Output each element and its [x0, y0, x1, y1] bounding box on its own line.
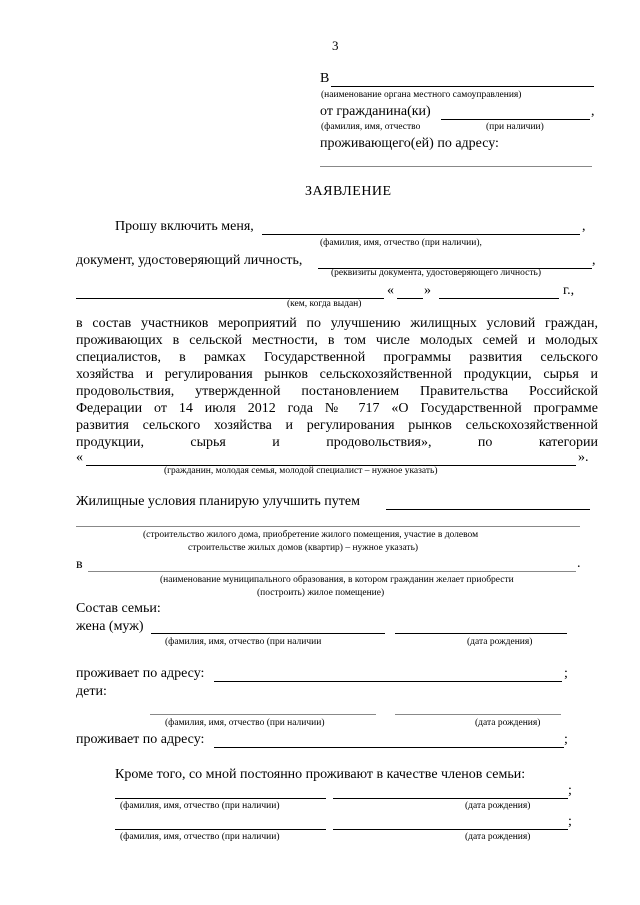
member1-birth-line[interactable] [333, 798, 568, 799]
spouse-label: жена (муж) [76, 619, 144, 634]
child-birth-line[interactable] [395, 714, 561, 715]
from-hint-fio: (фамилия, имя, отчество [321, 122, 421, 132]
member2-fio-line[interactable] [115, 829, 326, 830]
housing-hint-2: строительстве жилых домов (квартир) – нужное указать) [188, 543, 419, 553]
spouse-birth-line[interactable] [395, 633, 567, 634]
quote-close: » [424, 283, 431, 298]
from-field-line[interactable] [441, 119, 590, 120]
child-birth-hint: (дата рождения) [475, 718, 541, 728]
to-prefix: В [320, 71, 330, 86]
spouse-fio-line[interactable] [151, 633, 385, 634]
issued-month-line[interactable] [439, 298, 559, 299]
member1-semicolon: ; [568, 783, 572, 798]
spouse-birth-hint: (дата рождения) [467, 637, 533, 647]
category-close: ». [578, 450, 589, 465]
member2-semicolon: ; [568, 814, 572, 829]
municipality-hint-2: (построить) жилое помещение) [257, 588, 385, 598]
applicant-fio-line[interactable] [262, 234, 580, 235]
to-hint: (наименование органа местного самоуправления) [321, 90, 522, 100]
municipality-line[interactable] [88, 571, 576, 572]
issued-hint: (кем, когда выдан) [287, 299, 362, 309]
quote-open: « [387, 283, 394, 298]
doc-comma: , [592, 253, 596, 268]
housing-label: Жилищные условия планирую улучшить путем [76, 494, 360, 509]
body-line-3: специалистов, в рамках Государственной программы развития сельского [76, 350, 598, 365]
child-fio-line[interactable] [150, 714, 376, 715]
child-address-line[interactable] [214, 747, 564, 748]
spouse-fio-hint: (фамилия, имя, отчество (при наличии [165, 637, 322, 647]
spouse-address-label: проживает по адресу: [76, 666, 205, 681]
child-fio-hint: (фамилия, имя, отчество (при наличии) [165, 718, 325, 728]
children-label: дети: [76, 684, 107, 699]
address-label: проживающего(ей) по адресу: [320, 136, 499, 151]
housing-hint-1: (строительство жилого дома, приобретение жилого помещения, участие в долевом [143, 530, 479, 540]
municipality-hint-1: (наименование муниципального образования, в котором гражданин желает приобрести [160, 575, 514, 585]
category-hint: (гражданин, молодая семья, молодой специалист – нужное указать) [164, 466, 438, 476]
issued-day-line[interactable] [397, 298, 423, 299]
fio-comma: , [582, 219, 586, 234]
child-address-semicolon: ; [564, 732, 568, 747]
doc-hint: (реквизиты документа, удостоверяющего личность) [331, 268, 541, 278]
member1-fio-hint: (фамилия, имя, отчество (при наличии) [120, 801, 280, 811]
applicant-fio-hint: (фамилия, имя, отчество (при наличии), [320, 238, 482, 248]
from-label: от гражданина(ки) [320, 104, 431, 119]
year-suffix: г., [563, 283, 575, 298]
document-title: ЗАЯВЛЕНИЕ [305, 184, 392, 199]
housing-method-line[interactable] [386, 509, 590, 510]
member2-fio-hint: (фамилия, имя, отчество (при наличии) [120, 832, 280, 842]
municipality-dot: . [577, 556, 581, 571]
housing-method-line-2[interactable] [76, 526, 580, 527]
category-open: « [76, 450, 83, 465]
other-members-label: Кроме того, со мной постоянно проживают в качестве членов семьи: [115, 767, 526, 782]
address-field-line[interactable] [320, 166, 592, 167]
spouse-address-line[interactable] [214, 681, 562, 682]
body-line-5: продовольствия, утвержденной постановлением Правительства Российской [76, 384, 598, 399]
spouse-address-semicolon: ; [564, 666, 568, 681]
to-field-line[interactable] [331, 86, 594, 87]
family-heading: Состав семьи: [76, 601, 161, 616]
body-line-4: хозяйства и регулирования рынков сельскохозяйственной продукции, сырья и [76, 367, 598, 382]
member1-fio-line[interactable] [115, 798, 326, 799]
member2-birth-line[interactable] [333, 829, 568, 830]
member2-birth-hint: (дата рождения) [465, 832, 531, 842]
body-line-7: развития сельского хозяйства и регулирования рынков сельскохозяйственной [76, 418, 598, 433]
from-hint-optional: (при наличии) [486, 122, 544, 132]
body-line-2: проживающих в сельской местности, в том числе молодых семей и молодых [76, 333, 598, 348]
page-number: 3 [332, 38, 339, 53]
doc-label: документ, удостоверяющий личность, [76, 253, 303, 268]
child-address-label: проживает по адресу: [76, 732, 205, 747]
body-line-8: продукции, сырья и продовольствия», по категории [76, 435, 598, 450]
from-comma: , [591, 104, 595, 119]
body-line-1: в состав участников мероприятий по улучшению жилищных условий граждан, [76, 316, 598, 331]
municipality-prefix: в [76, 557, 83, 572]
member1-birth-hint: (дата рождения) [465, 801, 531, 811]
body-line-6: Федерации от 14 июля 2012 года № 717 «О Государственной программе [76, 401, 598, 416]
include-label: Прошу включить меня, [115, 219, 254, 234]
